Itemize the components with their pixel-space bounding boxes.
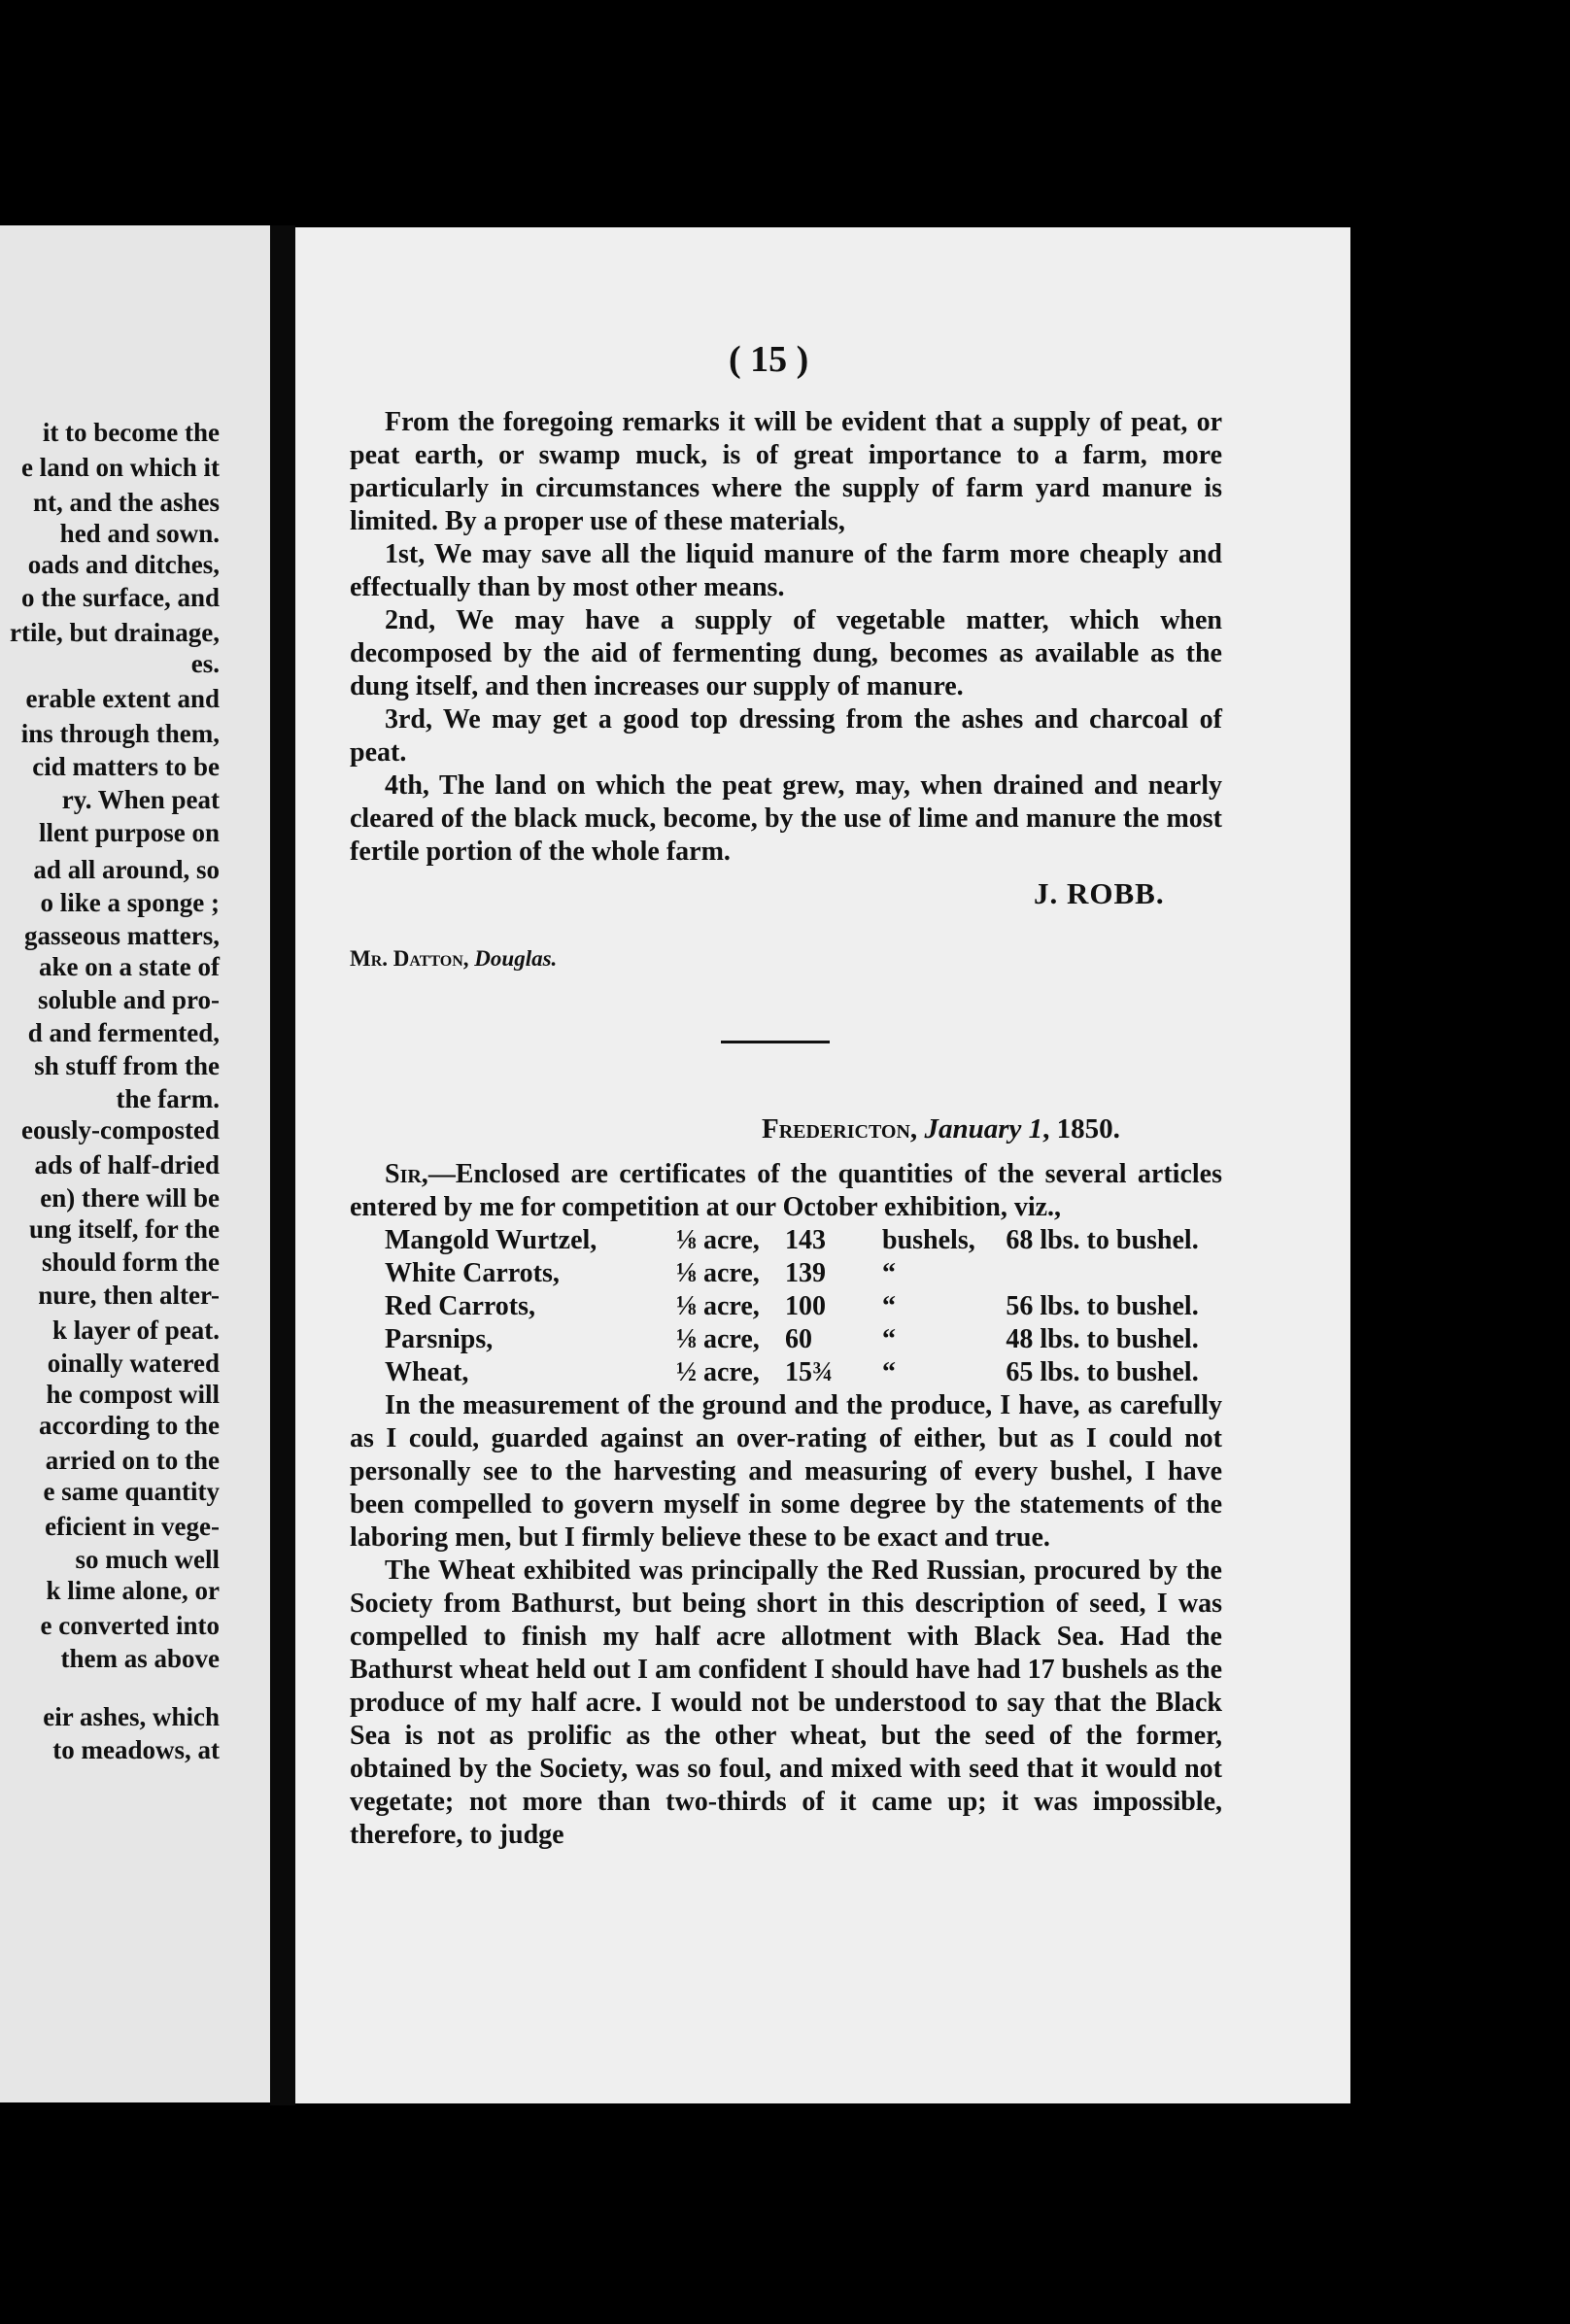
produce-unit: “ <box>882 1258 896 1288</box>
paragraph: In the measurement of the ground and the produce, I have, as carefully as I could, guarded against an over-rating of either, but as I could not personally see to the harvesting and measuring of every bushel, I have been compelled to govern myself in some degree by the statements of the laboring men, but I firmly believe these to be exact and true. <box>350 1390 1222 1553</box>
produce-crop: Mangold Wurtzel, <box>385 1225 597 1255</box>
produce-qty: 139 <box>785 1258 826 1288</box>
left-page-line: according to the <box>39 1411 220 1440</box>
page-number: ( 15 ) <box>729 339 809 380</box>
left-page-line: should form the <box>41 1247 220 1277</box>
left-page-line: o the surface, and <box>21 583 220 612</box>
left-page-line: sh stuff from the <box>34 1051 220 1080</box>
left-page-line: gasseous matters, <box>24 921 220 950</box>
produce-qty: 143 <box>785 1225 826 1255</box>
left-page-line: nure, then alter- <box>38 1281 220 1310</box>
produce-row <box>385 1323 1199 1356</box>
left-page-line: erable extent and <box>25 684 220 713</box>
paragraph: 3rd, We may get a good top dressing from the ashes and charcoal of peat. <box>350 704 1222 768</box>
produce-crop: Red Carrots, <box>385 1291 536 1321</box>
dateline-month: January 1 <box>924 1113 1043 1145</box>
left-page-line: ung itself, for the <box>29 1214 220 1244</box>
left-page-line: it to become the <box>42 418 220 447</box>
left-page-line: eficient in vege- <box>45 1512 220 1541</box>
left-page-line: en) there will be <box>40 1183 220 1213</box>
left-page-line: ads of half-dried <box>34 1150 220 1179</box>
left-page-line: oads and ditches, <box>27 550 220 579</box>
certificate-letter <box>350 1158 1222 1852</box>
produce-weight: 56 lbs. to bushel. <box>1006 1291 1199 1321</box>
left-page-line: to meadows, at <box>52 1735 220 1764</box>
produce-unit: “ <box>882 1324 896 1354</box>
left-page-line: o like a sponge ; <box>40 888 220 917</box>
produce-area: ⅛ acre, <box>676 1258 760 1288</box>
left-page-line: es. <box>190 649 220 678</box>
left-page-line: so much well <box>75 1545 220 1574</box>
section-divider <box>721 1041 830 1043</box>
produce-area: ⅛ acre, <box>676 1225 760 1255</box>
peat-remarks <box>350 406 1222 869</box>
produce-weight: 68 lbs. to bushel. <box>1006 1225 1199 1255</box>
produce-unit: “ <box>882 1357 896 1387</box>
left-page-line: e same quantity <box>43 1477 220 1506</box>
letter-intro-text: —Enclosed are certificates of the quantities of the several articles entered by me for competition at our October exhibition, viz., <box>350 1159 1222 1222</box>
produce-qty: 15¾ <box>785 1357 833 1387</box>
left-page-line: e land on which it <box>20 453 220 482</box>
produce-row <box>385 1224 1199 1257</box>
left-page-line: eir ashes, which <box>43 1702 220 1731</box>
left-page-line: nt, and the ashes <box>32 488 220 517</box>
paragraph: The Wheat exhibited was principally the Red Russian, procured by the Society from Bathurst, but being short in this description of seed, I was compelled to finish my half acre allotment with Black Sea. Had the Bathurst wheat held out I am confident I should have had 17 bushels as the produce of my half acre. I would not be understood to say that the Black Sea is not as prolific as the other wheat, but the seed of the former, obtained by the Society, was so foul, and mixed with seed that it would not vegetate; not more than two-thirds of it came up; it was impossible, therefore, to judge <box>350 1555 1222 1850</box>
letter-intro <box>350 1158 1222 1224</box>
left-page-line: he compost will <box>46 1380 220 1409</box>
left-page-line: hed and sown. <box>59 519 220 548</box>
left-page-line: rtile, but drainage, <box>10 618 220 647</box>
left-page-line: ake on a state of <box>39 952 220 981</box>
produce-unit: bushels, <box>882 1225 975 1255</box>
left-page <box>0 225 270 2102</box>
produce-area: ⅛ acre, <box>676 1324 760 1354</box>
left-page-line: e converted into <box>40 1611 220 1640</box>
salutation: Sir, <box>385 1159 428 1189</box>
paragraph: From the foregoing remarks it will be evident that a supply of peat, or peat earth, or swamp muck, is of great importance to a farm, more particularly in circumstances where the supply of farm yard manure is limited. By a proper use of these materials, <box>350 407 1222 536</box>
produce-weight <box>975 1257 1199 1290</box>
recipient-name: Mr. Datton, <box>350 946 469 971</box>
produce-crop: Parsnips, <box>385 1324 494 1354</box>
left-page-line: soluble and pro- <box>37 985 220 1014</box>
left-page-line: them as above <box>60 1644 220 1673</box>
produce-row <box>385 1290 1199 1323</box>
recipient-place: Douglas. <box>474 946 558 971</box>
produce-crop: Wheat, <box>385 1357 469 1387</box>
left-page-line: k layer of peat. <box>52 1316 220 1345</box>
left-page-line: llent purpose on <box>38 818 220 847</box>
produce-crop: White Carrots, <box>385 1258 560 1288</box>
page-gutter <box>270 225 295 2105</box>
left-page-line: cid matters to be <box>32 752 220 781</box>
produce-row <box>385 1356 1199 1389</box>
produce-row <box>385 1257 1199 1290</box>
left-page-line: ad all around, so <box>33 855 220 884</box>
produce-unit: “ <box>882 1291 896 1321</box>
paragraph: 2nd, We may have a supply of vegetable matter, which when decomposed by the aid of fermenting dung, becomes as available as the dung itself, and then increases our supply of manure. <box>350 605 1222 701</box>
left-page-line: the farm. <box>116 1084 220 1113</box>
right-page <box>295 227 1350 2103</box>
left-page-line: eously-composted <box>21 1115 220 1145</box>
produce-qty: 60 <box>785 1324 812 1354</box>
paragraph: 4th, The land on which the peat grew, may, when drained and nearly cleared of the black muck, become, by the use of lime and manure the most fertile portion of the whole farm. <box>350 770 1222 867</box>
produce-table <box>385 1224 1199 1389</box>
dateline-year: , 1850. <box>1042 1113 1120 1145</box>
produce-area: ½ acre, <box>676 1357 760 1387</box>
left-page-line: ry. When peat <box>61 785 220 814</box>
recipient <box>350 946 557 972</box>
paragraph: 1st, We may save all the liquid manure of the farm more cheaply and effectually than by most other means. <box>350 539 1222 602</box>
left-page-line: ins through them, <box>20 719 220 748</box>
produce-weight: 48 lbs. to bushel. <box>1006 1324 1199 1354</box>
left-page-line: d and fermented, <box>27 1018 220 1047</box>
left-page-line: k lime alone, or <box>46 1576 220 1605</box>
left-page-line: oinally watered <box>47 1349 220 1378</box>
produce-area: ⅛ acre, <box>676 1291 760 1321</box>
produce-weight: 65 lbs. to bushel. <box>1006 1357 1199 1387</box>
dateline <box>762 1113 1120 1145</box>
dateline-place: Fredericton, <box>762 1113 918 1145</box>
produce-qty: 100 <box>785 1291 826 1321</box>
left-page-line: arried on to the <box>45 1446 220 1475</box>
signature: J. ROBB. <box>1034 876 1165 910</box>
